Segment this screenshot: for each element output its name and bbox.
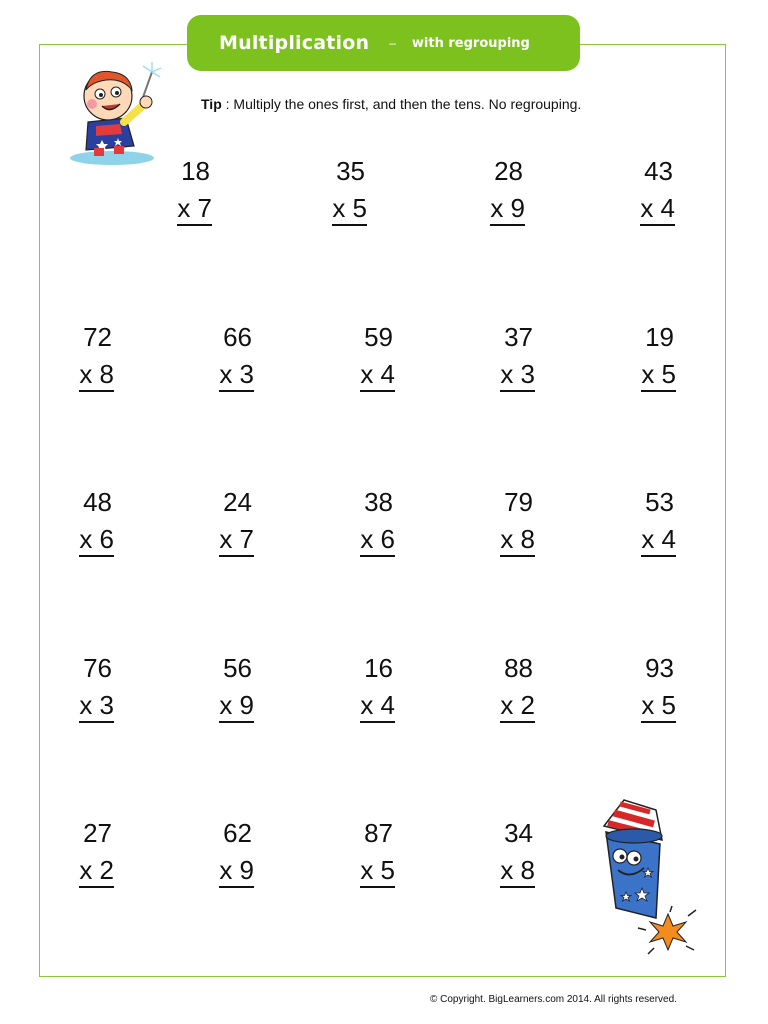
problem-top-number: 48	[83, 487, 112, 517]
problem-top-number: 35	[336, 156, 365, 186]
problem-21	[174, 815, 254, 889]
problem-19	[596, 650, 676, 724]
problem-multiplier: x 5	[360, 855, 395, 888]
problem-top-number: 28	[494, 156, 523, 186]
problem-multiplier: x 7	[177, 193, 212, 226]
problem-top-number: 66	[223, 322, 252, 352]
problem-top-number: 53	[645, 487, 674, 517]
problem-top-number: 24	[223, 487, 252, 517]
problem-top-number: 38	[364, 487, 393, 517]
problem-22	[315, 815, 395, 889]
problem-11	[174, 484, 254, 558]
problem-multiplier: x 2	[79, 855, 114, 888]
problem-multiplier: x 8	[500, 855, 535, 888]
problem-multiplier: x 5	[641, 690, 676, 723]
problem-4	[595, 153, 675, 227]
problem-multiplier: x 6	[360, 524, 395, 557]
problem-9	[596, 319, 676, 393]
problem-12	[315, 484, 395, 558]
problem-top-number: 19	[645, 322, 674, 352]
boy-with-sparkler-icon	[66, 60, 166, 168]
problem-1	[132, 153, 212, 227]
problem-2	[287, 153, 367, 227]
problem-3	[445, 153, 525, 227]
problem-14	[596, 484, 676, 558]
problem-top-number: 93	[645, 653, 674, 683]
problem-multiplier: x 4	[360, 359, 395, 392]
problem-23	[455, 815, 535, 889]
problem-15	[34, 650, 114, 724]
problem-multiplier: x 5	[641, 359, 676, 392]
problem-multiplier: x 4	[641, 524, 676, 557]
problem-multiplier: x 3	[219, 359, 254, 392]
tip-text	[201, 96, 581, 112]
title-banner	[187, 15, 580, 71]
worksheet-subtitle: with regrouping	[411, 35, 530, 51]
copyright-notice: © Copyright. BigLearners.com 2014. All rights reserved.	[430, 994, 677, 1005]
tip-body: : Multiply the ones first, and then the tens. No regrouping.	[221, 96, 582, 112]
problem-top-number: 76	[83, 653, 112, 683]
problem-top-number: 18	[181, 156, 210, 186]
problem-top-number: 62	[223, 818, 252, 848]
problem-10	[34, 484, 114, 558]
problem-multiplier: x 6	[79, 524, 114, 557]
problem-multiplier: x 9	[490, 193, 525, 226]
problem-multiplier: x 3	[500, 359, 535, 392]
problem-top-number: 88	[504, 653, 533, 683]
problem-multiplier: x 3	[79, 690, 114, 723]
problem-5	[34, 319, 114, 393]
problem-top-number: 72	[83, 322, 112, 352]
problem-multiplier: x 8	[79, 359, 114, 392]
problem-top-number: 43	[644, 156, 673, 186]
problem-18	[455, 650, 535, 724]
problem-top-number: 59	[364, 322, 393, 352]
problem-7	[315, 319, 395, 393]
problem-multiplier: x 8	[500, 524, 535, 557]
problem-17	[315, 650, 395, 724]
problem-13	[455, 484, 535, 558]
problem-top-number: 87	[364, 818, 393, 848]
title-separator: –	[389, 36, 396, 50]
tip-label: Tip	[201, 96, 222, 112]
problem-16	[174, 650, 254, 724]
problem-top-number: 79	[504, 487, 533, 517]
problem-top-number: 37	[504, 322, 533, 352]
problem-top-number: 16	[364, 653, 393, 683]
problem-multiplier: x 9	[219, 855, 254, 888]
problem-top-number: 34	[504, 818, 533, 848]
problem-20	[34, 815, 114, 889]
problem-top-number: 56	[223, 653, 252, 683]
problem-top-number: 27	[83, 818, 112, 848]
problem-6	[174, 319, 254, 393]
worksheet-title: Multiplication	[219, 32, 370, 54]
problem-multiplier: x 5	[332, 193, 367, 226]
problem-multiplier: x 9	[219, 690, 254, 723]
problem-multiplier: x 4	[640, 193, 675, 226]
problem-multiplier: x 2	[500, 690, 535, 723]
problem-multiplier: x 7	[219, 524, 254, 557]
problem-multiplier: x 4	[360, 690, 395, 723]
problem-8	[455, 319, 535, 393]
firework-rocket-icon	[590, 796, 702, 956]
